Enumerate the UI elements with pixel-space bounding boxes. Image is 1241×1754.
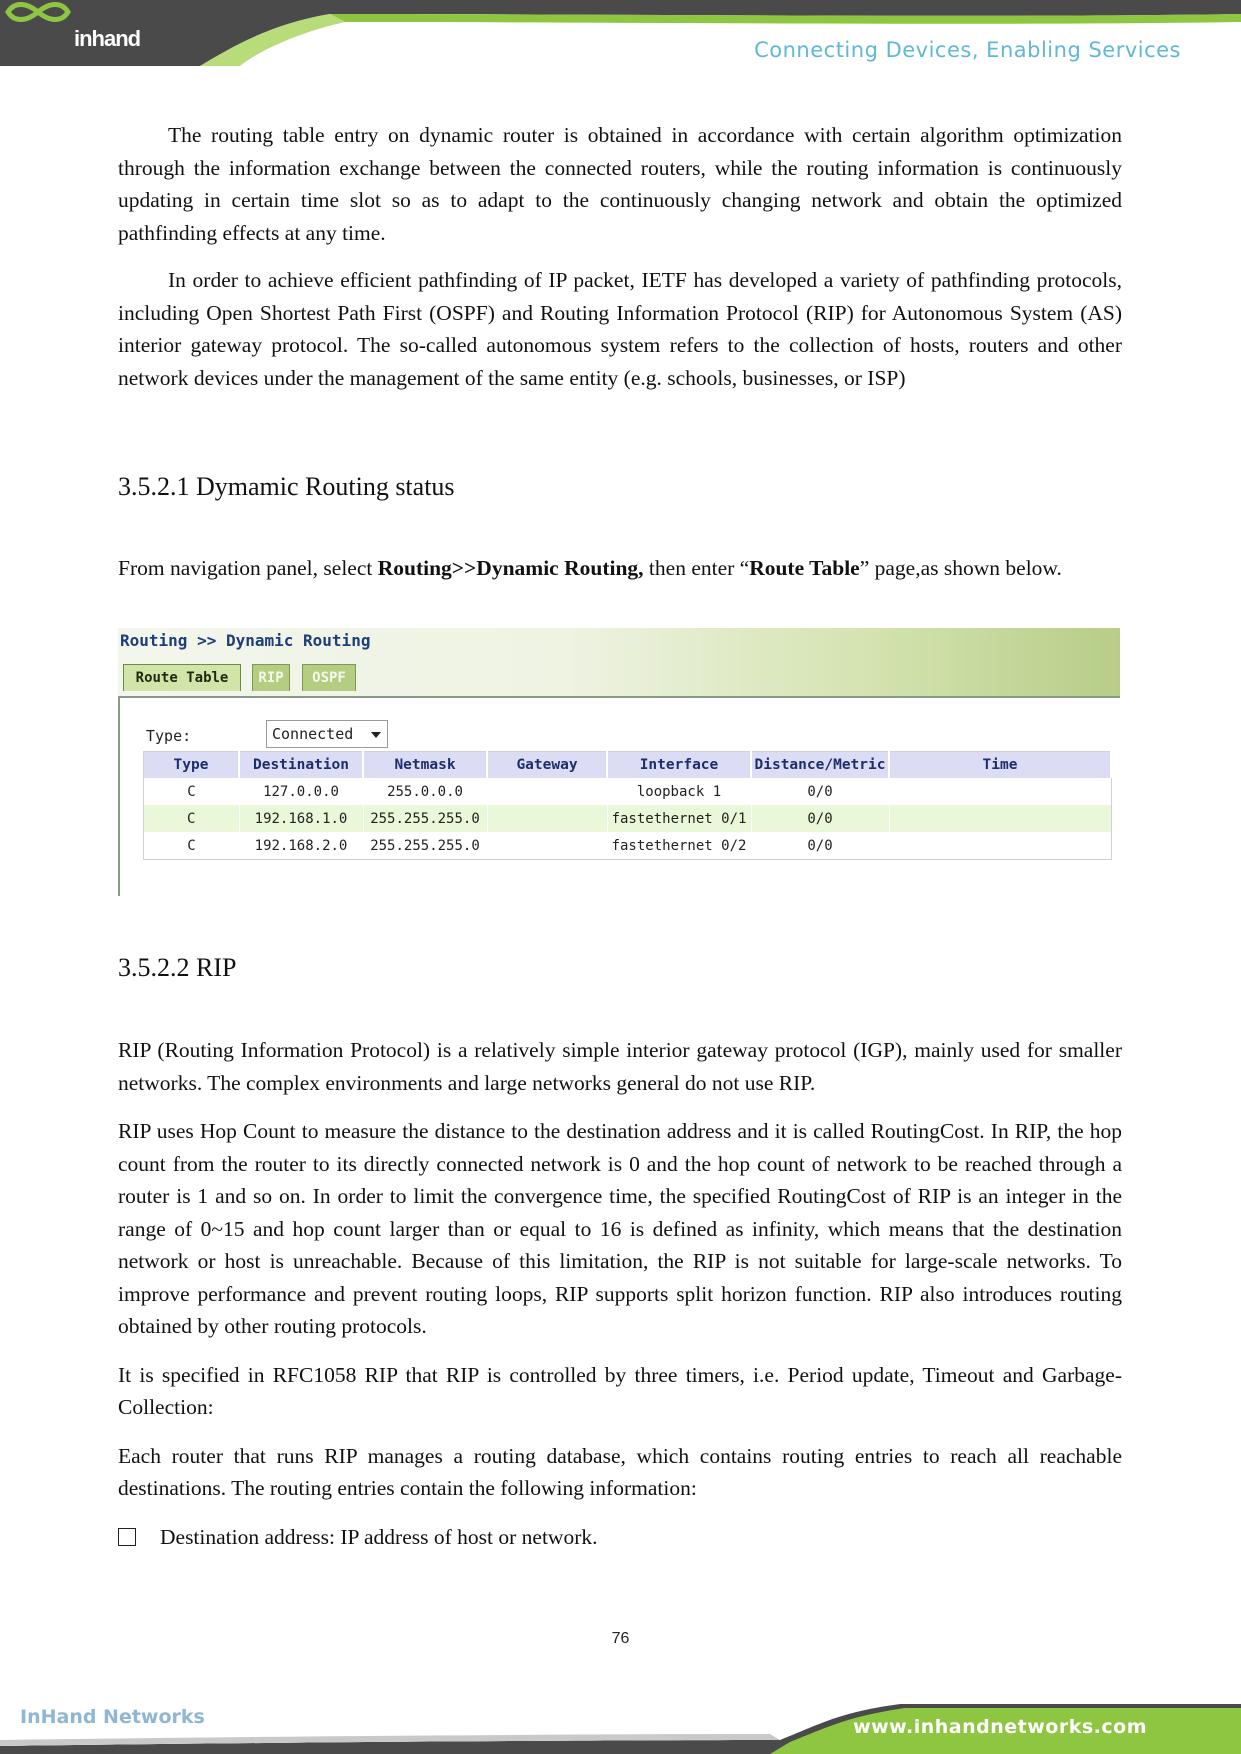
cell-gateway — [487, 805, 607, 832]
cell-destination: 192.168.2.0 — [254, 837, 348, 854]
route-table-screenshot — [118, 628, 1120, 896]
column-header-netmask: Netmask — [363, 752, 487, 779]
column-header-interface: Interface — [607, 752, 751, 779]
intro-text-suffix: ” page,as shown below. — [859, 556, 1062, 580]
column-header-destination: Destination — [239, 752, 363, 779]
screenshot-header-bar — [118, 628, 1120, 698]
intro-paragraph-1: The routing table entry on dynamic router is obtained in accordance with certain algorithm optimization through the information exchange between the connected routers, while the routing information is continuously updating in certain time slot so as to adapt to the continuously changing network and obtain the optimized pathfinding effects at any time. — [118, 123, 1122, 245]
cell-netmask: 255.0.0.0 — [387, 783, 463, 800]
logo-text: inhand — [74, 26, 141, 51]
cell-gateway — [487, 832, 607, 860]
table-row — [144, 778, 1112, 805]
table-header-row — [144, 752, 1112, 779]
tab-route-table[interactable]: Route Table — [123, 664, 241, 691]
cell-type: C — [144, 805, 240, 832]
section-1-intro — [118, 552, 1122, 585]
cell-time — [889, 778, 1111, 805]
rip-paragraph-2: RIP uses Hop Count to measure the distance to the destination address and it is called RoutingCost. In RIP, the hop count from the router to its directly connected network is 0 and the hop count of network to be reached through a router is 1 and so on. In order to limit the convergence time, the specified RoutingCost of RIP is an integer in the range of 0~15 and hop count larger than or equal to 16 is defined as infinity, which means that the destination network or host is unreachable. Because of this limitation, the RIP is not suitable for large-scale networks. To improve performance and prevent routing loops, RIP supports split horizon function. RIP also introduces routing obtained by other routing protocols. — [118, 1119, 1122, 1338]
route-table-intro-paragraph — [118, 552, 1122, 585]
cell-type: C — [187, 837, 196, 854]
cell-interface: fastethernet 0/1 — [607, 805, 751, 832]
cell-destination: 127.0.0.0 — [263, 783, 339, 800]
section-3-5-2-2 — [118, 953, 1122, 983]
cell-netmask: 255.255.255.0 — [370, 837, 480, 854]
cell-interface: fastethernet 0/2 — [611, 837, 747, 854]
cell-time — [889, 805, 1111, 832]
cell-netmask: 255.255.255.0 — [363, 805, 487, 832]
cell-gateway — [487, 778, 607, 805]
rip-paragraph-3: It is specified in RFC1058 RIP that RIP is controlled by three timers, i.e. Period update, Timeout and Garbage-Collection: — [118, 1362, 1122, 1419]
intro-text-prefix: From navigation panel, select — [118, 556, 378, 580]
cell-destination: 192.168.1.0 — [239, 805, 363, 832]
column-header-gateway: Gateway — [487, 752, 607, 779]
intro-page-name: Route Table — [749, 556, 860, 580]
rip-paragraph-1: RIP (Routing Information Protocol) is a relatively simple interior gateway protocol (IGP), mainly used for smaller networks. The complex environments and large networks general do not use RIP. — [118, 1038, 1122, 1095]
rip-section-body — [118, 1034, 1122, 1553]
section-heading-dynamic-routing-status: 3.5.2.1 Dymamic Routing status — [118, 472, 455, 501]
table-row — [144, 805, 1112, 832]
type-select-value: Connected — [272, 725, 354, 743]
column-header-type: Type — [144, 752, 240, 779]
screenshot-breadcrumb: Routing >> Dynamic Routing — [120, 631, 371, 650]
tab-rip[interactable]: RIP — [252, 664, 290, 691]
inhand-logo-icon — [0, 0, 76, 50]
footer-website-link[interactable]: www.inhandnetworks.com — [853, 1716, 1147, 1738]
cell-distance-metric: 0/0 — [807, 783, 833, 800]
screenshot-left-border — [118, 696, 120, 896]
header-slogan: Connecting Devices, Enabling Services — [754, 38, 1181, 62]
intro-paragraph-2: In order to achieve efficient pathfinding of IP packet, IETF has developed a variety of pathfinding protocols, including Open Shortest Path First (OSPF) and Routing Information Protocol (RIP) for Autonomous System (AS) interior gateway protocol. The so-called autonomous system refers to the collection of hosts, routers and other network devices under the management of the same entity (e.g. schools, businesses, or ISP) — [118, 268, 1122, 390]
tab-ospf[interactable]: OSPF — [302, 664, 356, 691]
page-number: 76 — [611, 1630, 630, 1647]
section-heading-rip: 3.5.2.2 RIP — [118, 953, 237, 982]
footer-company-name: InHand Networks — [20, 1706, 205, 1728]
bullet-item — [118, 1521, 1122, 1554]
intro-nav-path: Routing>>Dynamic Routing, — [377, 556, 644, 580]
table-row — [144, 832, 1112, 860]
cell-interface: loopback 1 — [636, 783, 722, 800]
checkbox-bullet-icon — [118, 1528, 136, 1546]
cell-time — [889, 832, 1111, 860]
page-footer — [0, 1694, 1241, 1754]
column-header-time: Time — [889, 752, 1111, 779]
cell-distance-metric: 0/0 — [807, 837, 833, 854]
cell-type: C — [187, 783, 196, 800]
section-3-5-2-1 — [118, 472, 1122, 502]
bullet-text: Destination address: IP address of host or network. — [160, 1524, 598, 1549]
page-header — [0, 0, 1241, 70]
route-table — [143, 751, 1112, 860]
type-label: Type: — [146, 727, 192, 745]
column-header-distance-metric: Distance/Metric — [751, 752, 889, 779]
type-select[interactable] — [266, 720, 388, 748]
chevron-down-icon — [371, 732, 381, 738]
rip-paragraph-4: Each router that runs RIP manages a routing database, which contains routing entries to reach all reachable destinations. The routing entries contain the following information: — [118, 1443, 1122, 1500]
intro-section — [118, 119, 1122, 394]
intro-text-middle: then enter “ — [643, 556, 750, 580]
cell-distance-metric: 0/0 — [751, 805, 889, 832]
